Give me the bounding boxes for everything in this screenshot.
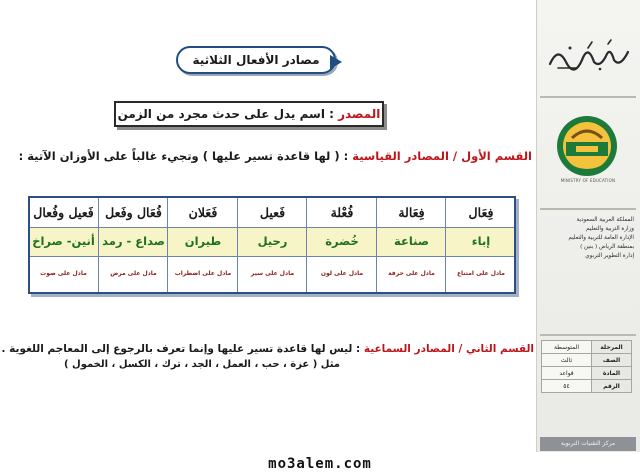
info-value: المتوسطة <box>542 341 592 354</box>
pattern-meaning: مادل على صوت <box>40 270 87 277</box>
pattern-name: فَعيل <box>259 205 286 220</box>
pattern-example: صداع - رمد <box>102 234 165 248</box>
pattern-example: أنين- صراخ <box>32 234 95 248</box>
section1-heading <box>20 149 532 163</box>
info-label: المرحلة <box>592 341 632 354</box>
table-row <box>542 341 632 354</box>
info-label: الرقم <box>592 380 632 393</box>
pattern-name: فُعْلة <box>330 205 354 220</box>
section2-example: مثل ( عزة ، حب ، العمل ، الجد ، ترك ، الكسل ، الخمول ) <box>63 359 340 370</box>
site-watermark: mo3alem.com <box>0 452 640 476</box>
pattern-column <box>307 196 377 294</box>
info-value: قواعد <box>542 367 592 380</box>
info-label: الصف <box>592 354 632 367</box>
pattern-meaning: مادل على مرض <box>110 270 157 277</box>
section1-description: : ( لها قاعدة تسير عليها ) وتجيء غالباً على الأوزان الآتية : <box>18 149 353 163</box>
info-label: المادة <box>592 367 632 380</box>
section2-heading <box>1 343 534 355</box>
org-line: إدارة التطوير التربوي <box>585 253 634 259</box>
lesson-info-table <box>541 340 632 393</box>
pattern-name: فَعيل وفُعال <box>33 205 94 220</box>
org-line: وزارة التربية والتعليم <box>585 226 634 232</box>
info-value: ٥٤ <box>542 380 592 393</box>
pattern-column <box>168 196 238 294</box>
sidebar-divider <box>540 334 636 336</box>
pattern-example: خُضرة <box>325 234 359 248</box>
ministry-label: MINISTRY OF EDUCATION <box>560 178 616 183</box>
page-title: مصادر الأفعال الثلاثية <box>192 53 320 67</box>
pattern-column <box>99 196 168 294</box>
org-line: بمنطقة الرياض ( بنين ) <box>580 244 634 250</box>
sidebar-divider <box>540 208 636 210</box>
organization-info <box>541 216 634 261</box>
basmala-calligraphy-icon <box>548 38 630 72</box>
section2-title: القسم الثاني / المصادر السماعية <box>363 343 534 355</box>
definition-separator: : <box>324 107 339 121</box>
pattern-name: فِعَال <box>468 205 494 220</box>
pattern-meaning: مادل على سير <box>250 270 295 277</box>
pattern-column <box>446 196 516 294</box>
pattern-name: فَعَلان <box>188 205 218 220</box>
section2-description: : ليس لها قاعدة تسير عليها وإنما تعرف بالرجوع إلى المعاجم اللغوية . <box>1 343 364 355</box>
pattern-column <box>28 196 99 294</box>
pattern-name: فُعَال وفَعل <box>105 205 162 220</box>
org-line: المملكة العربية السعودية <box>576 217 634 223</box>
ministry-emblem-icon <box>552 112 622 184</box>
center-label: مركز التقنيات التربوية <box>540 437 636 451</box>
pattern-meaning: مادل على اضطراب <box>174 270 232 277</box>
pattern-example: طيران <box>184 234 222 248</box>
definition-term: المصدر <box>338 107 381 121</box>
definition-text: اسم يدل على حدث مجرد من الزمن <box>117 107 325 121</box>
table-row <box>542 354 632 367</box>
pattern-meaning: مادل على امتناع <box>456 270 506 277</box>
pattern-name: فِعَالة <box>398 205 425 220</box>
pattern-meaning: مادل على لون <box>320 270 364 277</box>
sidebar-divider <box>540 96 636 98</box>
info-value: ثالث <box>542 354 592 367</box>
patterns-table <box>28 196 516 294</box>
pattern-column <box>238 196 307 294</box>
pattern-example: رحيل <box>257 234 288 248</box>
pattern-example: إباء <box>471 234 491 248</box>
title-banner <box>176 46 336 74</box>
pattern-meaning: مادل على حرفة <box>388 270 435 277</box>
table-row <box>542 380 632 393</box>
pattern-example: صناعة <box>394 234 429 248</box>
pattern-column <box>377 196 446 294</box>
arrow-right-icon <box>330 55 342 69</box>
section1-title: القسم الأول / المصادر القياسية <box>352 149 532 163</box>
table-row <box>542 367 632 380</box>
definition-box <box>114 101 384 127</box>
org-line: الإدارة العامة للتربية والتعليم <box>568 235 634 241</box>
